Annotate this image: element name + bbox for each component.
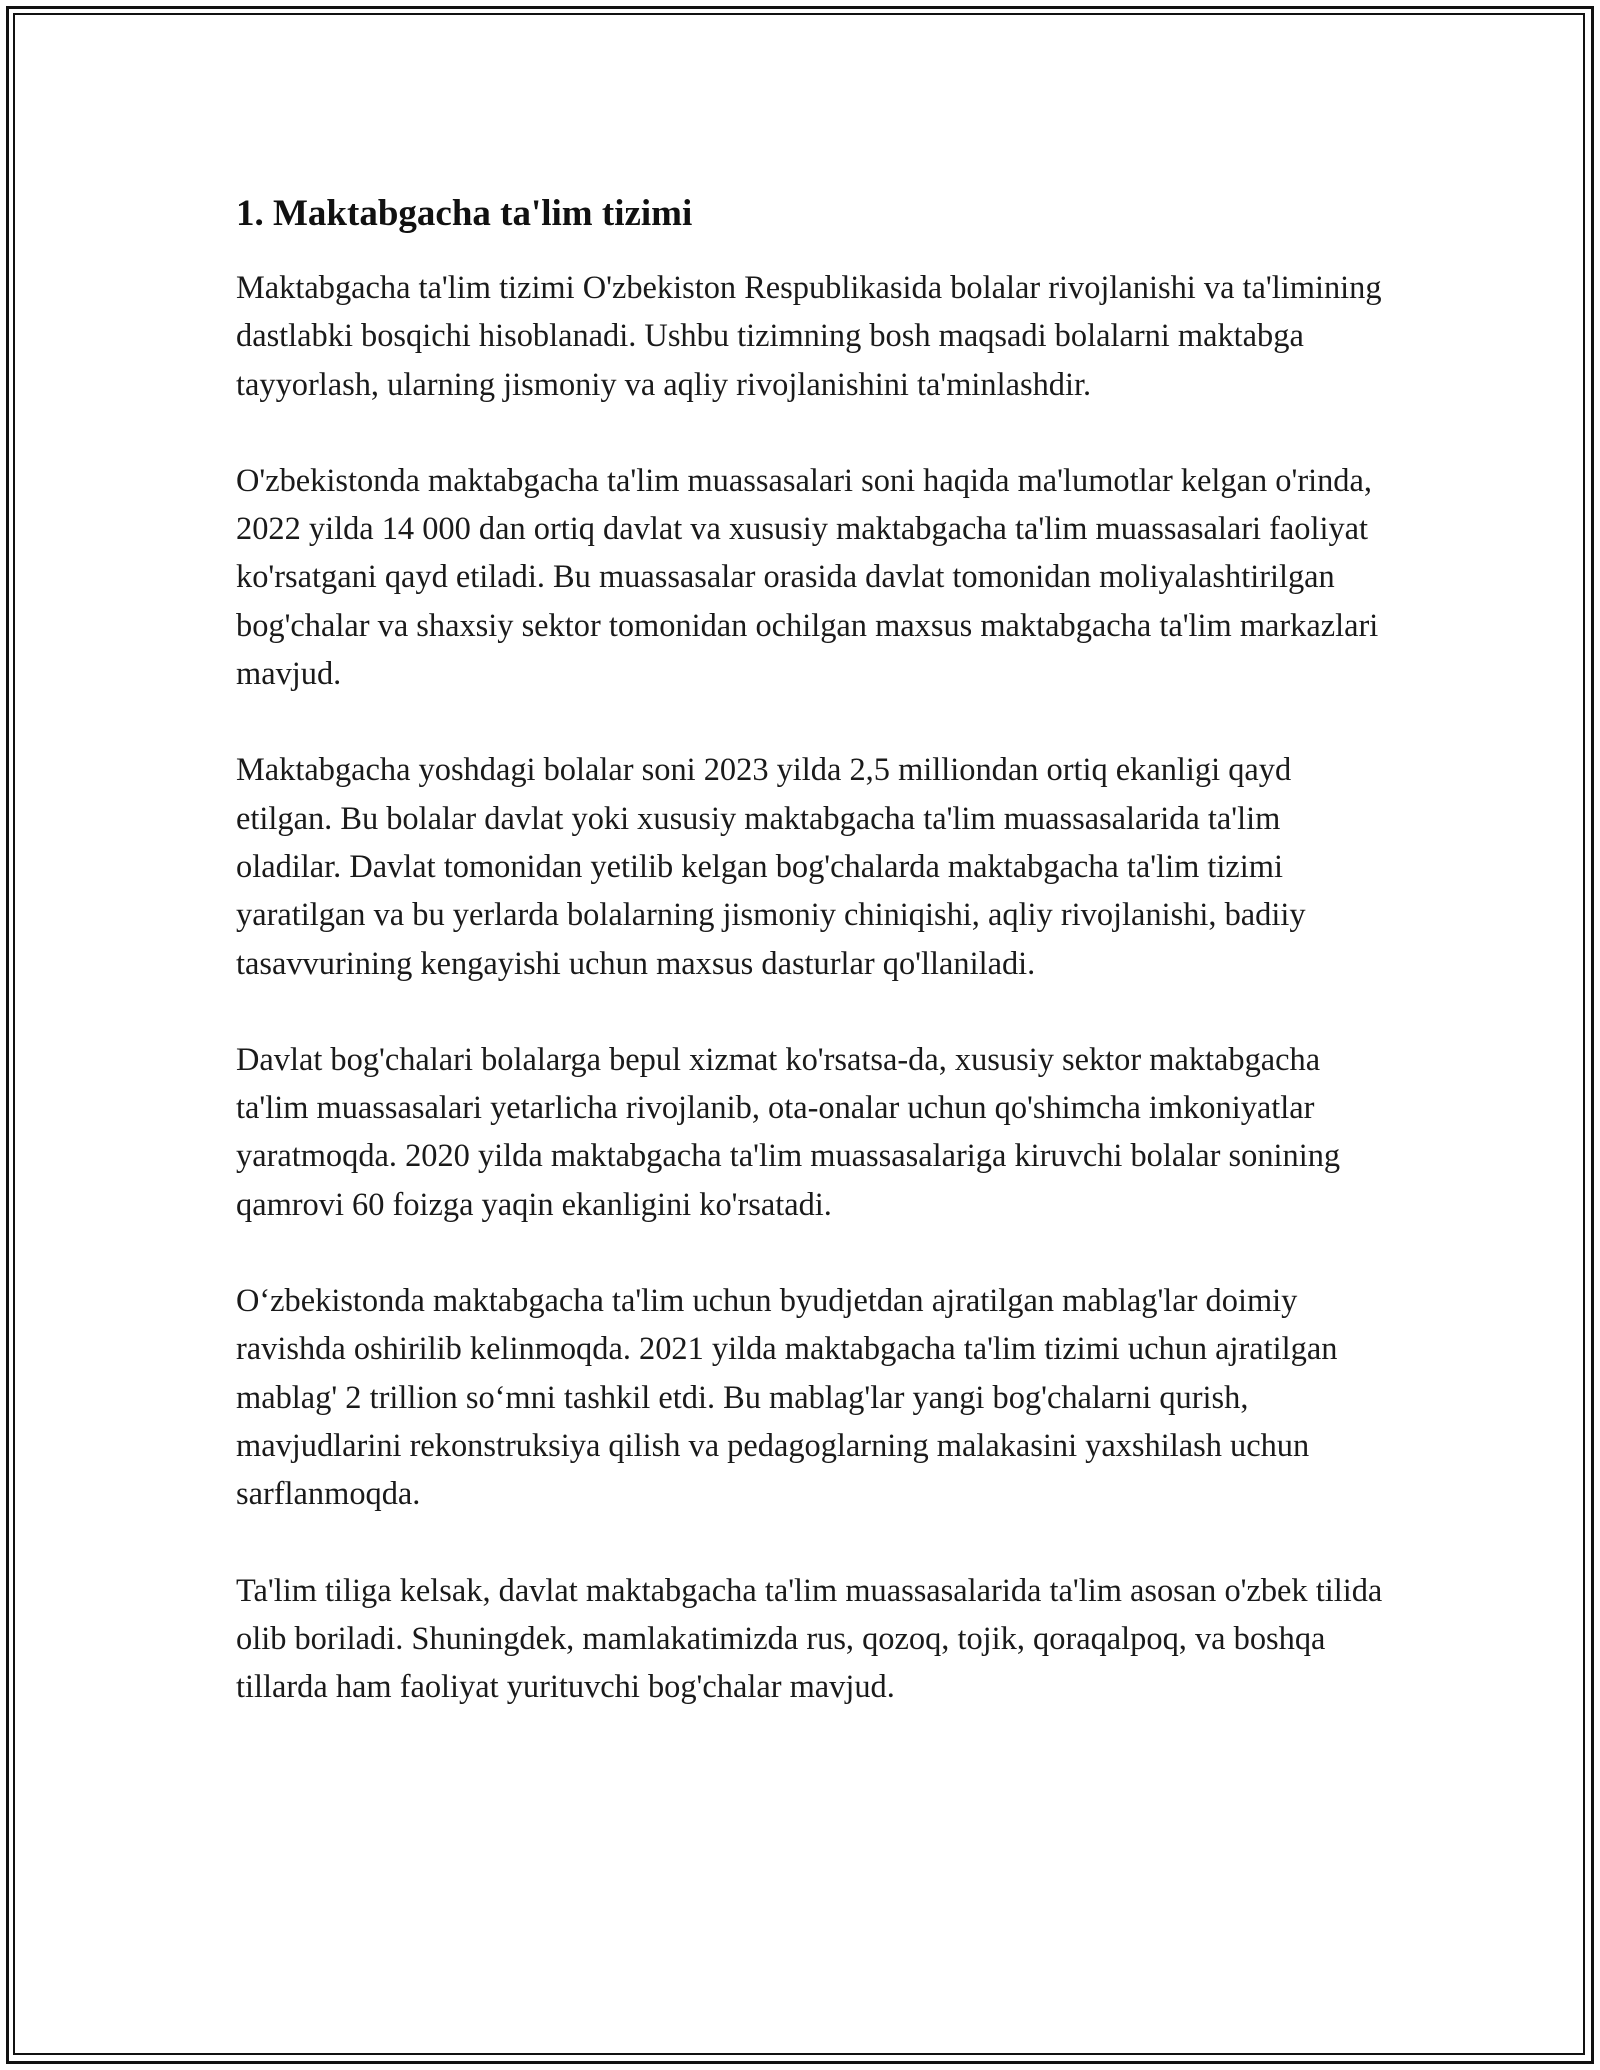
paragraph-children-count: Maktabgacha yoshdagi bolalar soni 2023 yilda 2,5 milliondan ortiq ekanligi qayd etilgan. Bu bolalar davlat yoki xususiy maktabgacha ta'lim muassasalarida ta'lim oladilar. Davlat tomonidan yetilib kelgan bog'chalarda maktabgacha ta'lim tizimi yaratilgan va bu yerlarda bolalarning jismoniy chiniqishi, aqliy rivojlanishi, badiiy tasavvurining kengayishi uchun maxsus dasturlar qo'llaniladi.	[236, 752, 1306, 982]
paragraph-budget: O‘zbekistonda maktabgacha ta'lim uchun byudjetdan ajratilgan mablag'lar doimiy ravishda oshirilib kelinmoqda. 2021 yilda maktabgacha ta'lim tizimi uchun ajratilgan mablag' 2 trillion so‘mni tashkil etdi. Bu mablag'lar yangi bog'chalarni qurish, mavjudlarini rekonstruksiya qilish va pedagoglarning malakasini yaxshilash uchun sarflanmoqda.	[236, 1283, 1338, 1513]
paragraph-institutions: O'zbekistonda maktabgacha ta'lim muassasalari soni haqida ma'lumotlar kelgan o'rinda, 2022 yilda 14 000 dan ortiq davlat va xususiy maktabgacha ta'lim muassasalari faoliyat ko'rsatgani qayd etiladi. Bu muassasalar orasida davlat tomonidan moliyalashtirilgan bog'chalar va shaxsiy sektor tomonidan ochilgan maxsus maktabgacha ta'lim markazlari mavjud.	[236, 462, 1379, 693]
document-body	[236, 186, 1386, 1759]
section-heading: 1. Maktabgacha ta'lim tizimi	[236, 193, 693, 234]
paragraph-intro: Maktabgacha ta'lim tizimi O'zbekiston Respublikasida bolalar rivojlanishi va ta'limining dastlabki bosqichi hisoblanadi. Ushbu tizimning bosh maqsadi bolalarni maktabga tayyorlash, ularning jismoniy va aqliy rivojlanishini ta'minlashdir.	[236, 270, 1382, 403]
paragraph-language: Ta'lim tiliga kelsak, davlat maktabgacha ta'lim muassasalarida ta'lim asosan o'zbek tilida olib boriladi. Shuningdek, mamlakatimizda rus, qozoq, tojik, qoraqalpoq, va boshqa tillarda ham faoliyat yurituvchi bog'chalar mavjud.	[236, 1572, 1383, 1706]
paragraph-private-sector: Davlat bog'chalari bolalarga bepul xizmat ko'rsatsa-da, xususiy sektor maktabgacha ta'lim muassasalari yetarlicha rivojlanib, ota-onalar uchun qo'shimcha imkoniyatlar yaratmoqda. 2020 yilda maktabgacha ta'lim muassasalariga kiruvchi bolalar sonining qamrovi 60 foizga yaqin ekanligini ko'rsatadi.	[236, 1041, 1341, 1223]
